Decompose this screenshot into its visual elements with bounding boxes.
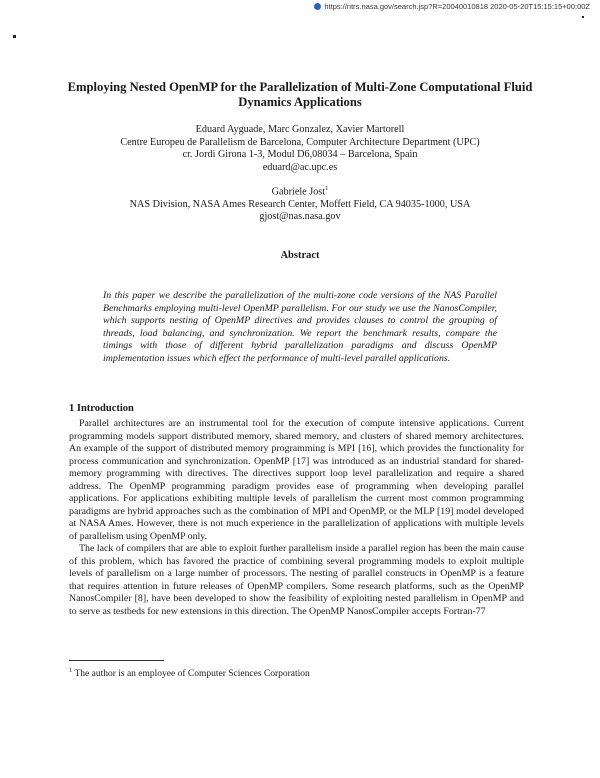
introduction-body — [69, 418, 524, 618]
abstract-text: In this paper we describe the parallelization of the multi-zone code versions of the NAS Parallel Benchmarks employing multi-level OpenMP parallelism. For our study we use the NanosCompiler, which supports nesting of OpenMP directives and provides clauses to control the grouping of threads, load balancing, and synchronization. We report the benchmark results, compare the timings with those of different hybrid parallelization paradigms and discuss OpenMP implementation issues which effect the performance of multi-level parallel applications. — [103, 290, 497, 364]
author-email-2: gjost@nas.nasa.gov — [259, 211, 341, 223]
section-heading-introduction: 1 Introduction — [69, 403, 134, 414]
scan-speck — [582, 16, 584, 18]
author-email: eduard@ac.upc.es — [262, 161, 338, 173]
paragraph-2: The lack of compilers that are able to exploit further parallelism inside a parallel region has been the main cause of this problem, which has favored the practice of combining several programming models to exploit multiple levels of parallelism on a large number of processors. The nesting of parallel constructs in OpenMP is a feature that requires attention in future releases of OpenMP compilers. Some research platforms, such as the OpenMP NanosCompiler [8], have been developed to show the feasibility of exploiting nested parallelism in OpenMP and to serve as testbeds for new extensions in this direction. The OpenMP NanosCompiler accepts Fortran-77 — [69, 543, 524, 617]
author-affiliation-2: NAS Division, NASA Ames Research Center, Moffett Field, CA 94035-1000, USA — [129, 198, 471, 210]
footnote-text: The author is an employee of Computer Sciences Corporation — [74, 669, 310, 680]
author-block-2 — [40, 183, 560, 224]
author-name-2 — [40, 183, 560, 199]
footnote — [69, 665, 310, 680]
scan-speck — [13, 35, 16, 38]
author-name-2-text: Gabriele Jost — [271, 186, 326, 198]
paper-title: Employing Nested OpenMP for the Parallelization of Multi-Zone Computational Fluid Dynamics Applications — [67, 80, 533, 109]
ntrs-stamp — [314, 2, 590, 11]
ntrs-globe-icon — [314, 3, 321, 10]
footnote-rule — [69, 660, 164, 661]
paragraph-1: Parallel architectures are an instrumental tool for the execution of compute intensive applications. Current programming models support distributed memory, shared memory, and clusters of shared memory architectures. An example of the support of distributed memory programming is MPI [16], which provides the functionality for process communication and synchronization. OpenMP [17] was introduced as an industrial standard for shared-memory programming with directives. The directives support loop level parallelization and require a shared address. The OpenMP programming paradigm provides ease of programming when developing parallel applications. For applications exhibiting multiple levels of parallelism the current most common programming paradigms are hybrid approaches such as the combination of MPI and OpenMP, or the MLP [19] model developed at NASA Ames. However, there is not much experience in the parallelization of applications with multiple levels of parallelism using OpenMP only. — [69, 418, 524, 542]
author-footnote-mark: 1 — [325, 185, 329, 192]
footnote-mark: 1 — [69, 667, 73, 674]
author-block-1 — [40, 124, 560, 174]
ntrs-url: https://ntrs.nasa.gov/search.jsp?R=20040010818 2020-05-20T15:15:15+00:00Z — [324, 2, 590, 11]
author-affiliation: Centre Europeu de Parallelism de Barcelona, Computer Architecture Department (UPC) — [120, 136, 480, 148]
abstract-heading: Abstract — [280, 250, 320, 261]
author-names: Eduard Ayguade, Marc Gonzalez, Xavier Martorell — [195, 124, 405, 135]
author-address: cr. Jordi Girona 1-3, Modul D6,08034 – Barcelona, Spain — [182, 149, 418, 160]
